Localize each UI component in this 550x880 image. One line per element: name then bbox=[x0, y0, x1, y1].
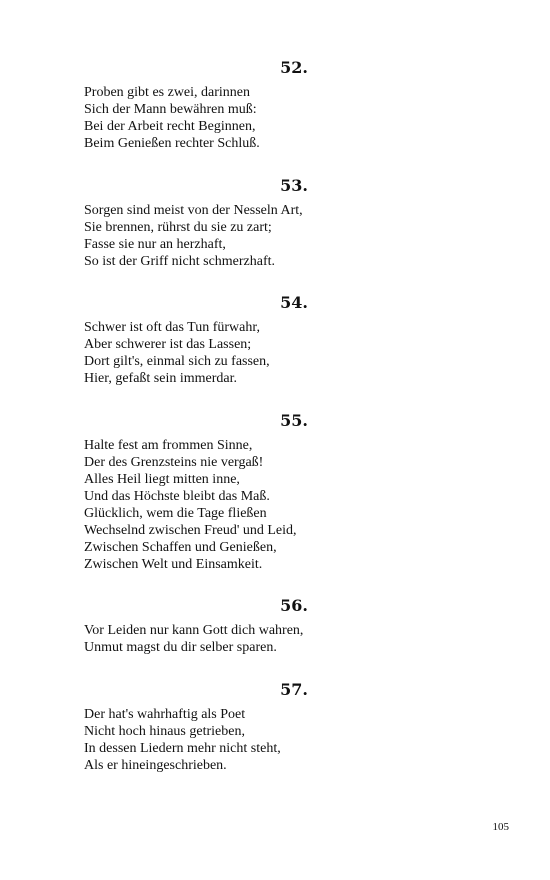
poem-line: Glücklich, wem die Tage fließen bbox=[84, 506, 267, 521]
poem-line: Der hat's wahrhaftig als Poet bbox=[84, 707, 246, 722]
poem-line: Zwischen Schaffen und Genießen, bbox=[84, 540, 277, 555]
page-number: 105 bbox=[492, 821, 509, 833]
poem-line: Bei der Arbeit recht Beginnen, bbox=[84, 119, 256, 134]
poem-line: Zwischen Welt und Einsamkeit. bbox=[84, 557, 263, 572]
poem-line: Als er hineingeschrieben. bbox=[84, 758, 227, 773]
poem-number: 56. bbox=[280, 596, 308, 615]
poem-line: Sorgen sind meist von der Nesseln Art, bbox=[84, 203, 303, 218]
poem-lines bbox=[84, 437, 297, 573]
poem-line: So ist der Griff nicht schmerzhaft. bbox=[84, 254, 276, 269]
poem-line: In dessen Liedern mehr nicht steht, bbox=[84, 741, 281, 756]
poem-line: Fasse sie nur an herzhaft, bbox=[84, 237, 226, 252]
poem-number: 55. bbox=[280, 411, 308, 430]
poem-lines bbox=[84, 84, 260, 152]
poem-line: Schwer ist oft das Tun fürwahr, bbox=[84, 320, 260, 335]
poem-line: Sich der Mann bewähren muß: bbox=[84, 102, 257, 117]
poem-lines bbox=[84, 319, 270, 387]
poem-line: Hier, gefaßt sein immerdar. bbox=[84, 371, 237, 386]
poem-number: 53. bbox=[280, 176, 308, 195]
poem-lines bbox=[84, 706, 281, 774]
poem-line: Beim Genießen rechter Schluß. bbox=[84, 136, 260, 151]
poem-line: Der des Grenzsteins nie vergaß! bbox=[84, 455, 264, 470]
poem-line: Dort gilt's, einmal sich zu fassen, bbox=[84, 354, 270, 369]
poem-line: Aber schwerer ist das Lassen; bbox=[84, 337, 252, 352]
poem-line: Alles Heil liegt mitten inne, bbox=[84, 472, 240, 487]
poem-line: Vor Leiden nur kann Gott dich wahren, bbox=[84, 623, 304, 638]
poem-line: Halte fest am frommen Sinne, bbox=[84, 438, 253, 453]
poem-lines bbox=[84, 622, 303, 656]
poem-line: Und das Höchste bleibt das Maß. bbox=[84, 489, 270, 504]
poem-line: Nicht hoch hinaus getrieben, bbox=[84, 724, 245, 739]
poem-line: Proben gibt es zwei, darinnen bbox=[84, 85, 251, 100]
poem-number: 52. bbox=[280, 58, 308, 77]
poem-line: Unmut magst du dir selber sparen. bbox=[84, 640, 277, 655]
poem-line: Wechselnd zwischen Freud' und Leid, bbox=[84, 523, 297, 538]
poem-number: 57. bbox=[280, 680, 308, 699]
poem-line: Sie brennen, rührst du sie zu zart; bbox=[84, 220, 272, 235]
poem-number: 54. bbox=[280, 293, 308, 312]
poem-lines bbox=[84, 202, 303, 270]
